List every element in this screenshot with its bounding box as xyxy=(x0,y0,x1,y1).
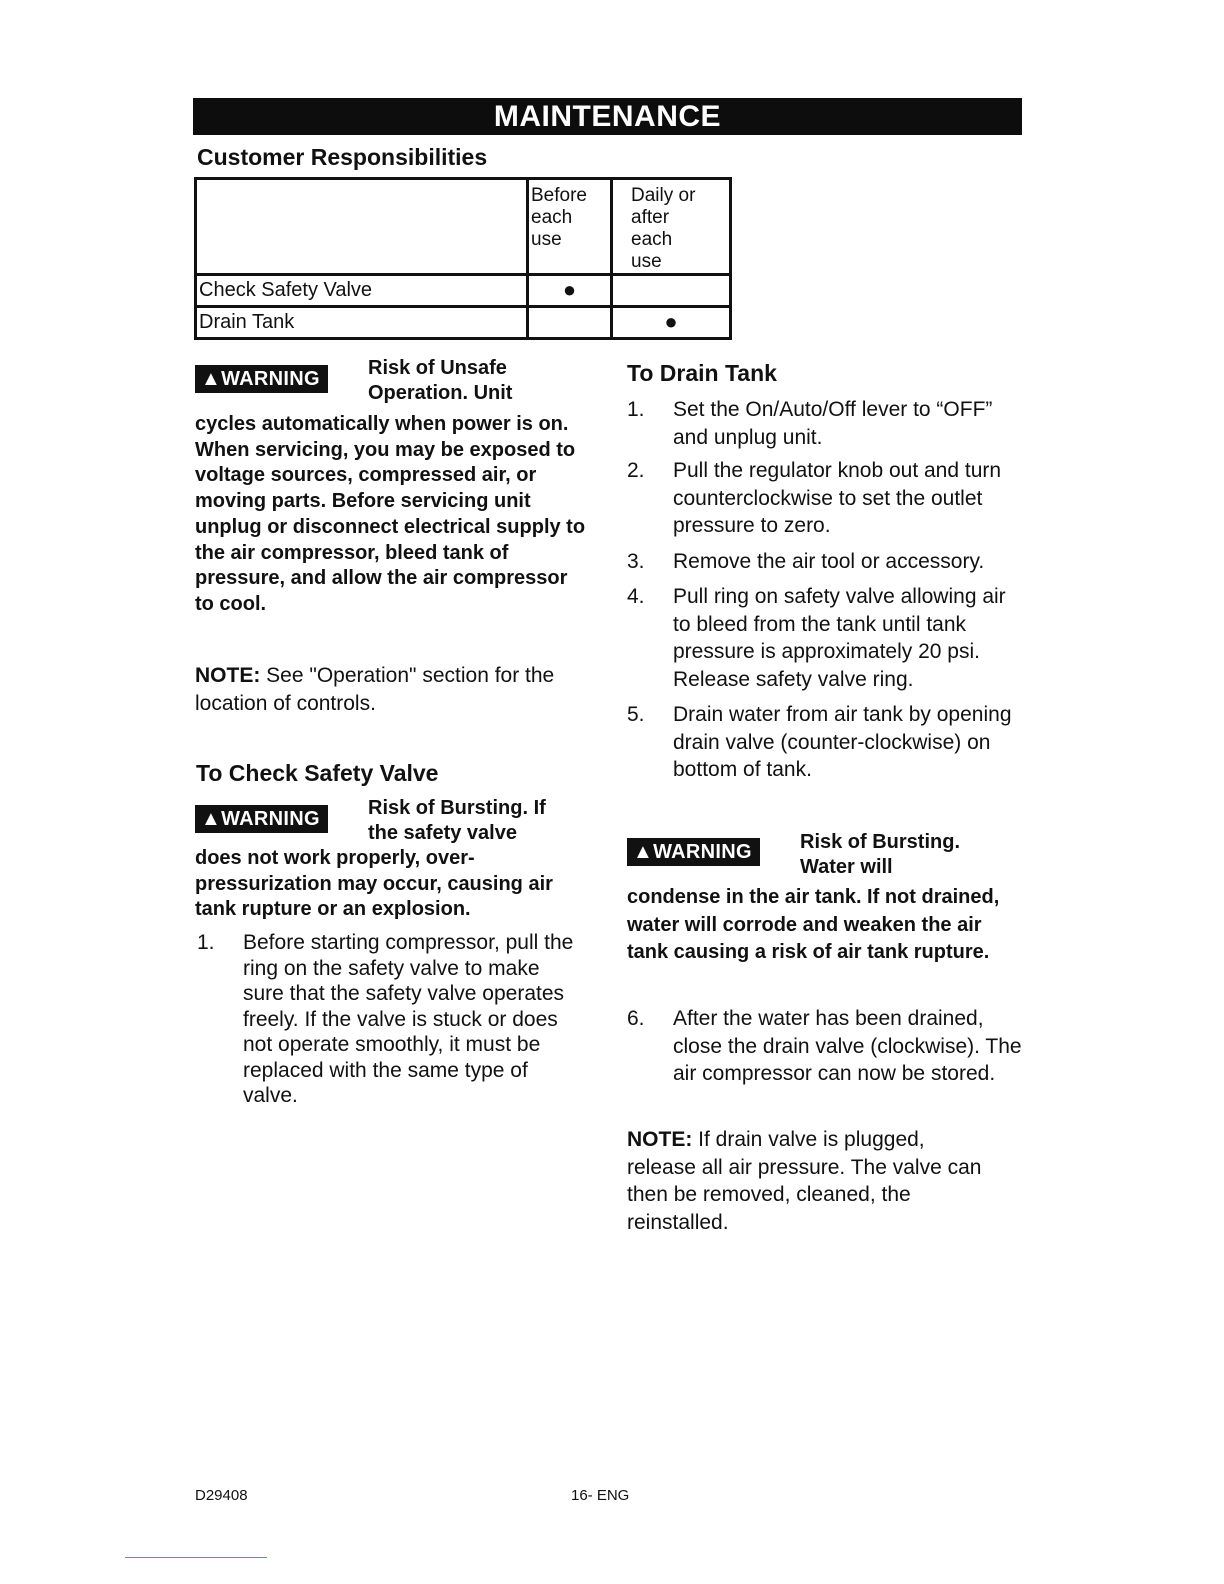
header-line: Before xyxy=(531,185,587,206)
warning-badge: ▲WARNING xyxy=(195,365,328,393)
step-text: Set the On/Auto/Off lever to “OFF” and unplug unit. xyxy=(673,398,993,449)
warning-title-line: Risk of Unsafe xyxy=(368,357,507,379)
header-line: each xyxy=(631,229,673,250)
warning-badge: ▲WARNING xyxy=(627,838,760,866)
warning-title-line: Risk of Bursting. xyxy=(800,831,961,853)
table-row xyxy=(196,307,731,339)
list-item xyxy=(197,930,582,1109)
table-header-row xyxy=(196,179,731,275)
warning-title-line: the safety valve xyxy=(368,822,517,844)
bullet-mark xyxy=(528,307,612,339)
warning-title-line: Risk of Bursting. If xyxy=(368,797,546,819)
empty-header-cell xyxy=(196,179,528,275)
warning-body: cycles automatically when power is on. When servicing, you may be exposed to voltage sources, compressed air, or moving parts. Before servicing unit unplug or disconnect electrical supply to the air compressor, bleed tank of pressure, and allow the air compressor to cool. xyxy=(195,413,586,615)
note-label: NOTE: xyxy=(195,664,261,687)
section-title-banner: MAINTENANCE xyxy=(193,98,1022,135)
warning-title xyxy=(368,796,546,846)
document-code: D29408 xyxy=(195,1487,248,1504)
warning-title-line: Operation. Unit xyxy=(368,382,513,404)
note-controls xyxy=(195,662,575,717)
row-label-check-safety-valve: Check Safety Valve xyxy=(196,275,528,307)
check-valve-steps xyxy=(197,930,582,1109)
drain-tank-steps xyxy=(627,396,1017,784)
bullet-mark: ● xyxy=(528,275,612,307)
bursting-warning-water xyxy=(627,828,1017,967)
link-underline xyxy=(125,1557,267,1558)
note-label: NOTE: xyxy=(627,1128,693,1151)
warning-title xyxy=(800,830,960,880)
step-number: 1. xyxy=(627,398,645,421)
warning-title xyxy=(368,356,512,406)
step-number: 4. xyxy=(627,585,645,608)
daily-after-use-header xyxy=(612,179,731,275)
customer-responsibilities-heading: Customer Responsibilities xyxy=(197,144,488,170)
warning-body: does not work properly, over-pressurization may occur, causing air tank rupture or an explosion. xyxy=(195,847,553,921)
drain-tank-steps-continued xyxy=(627,1005,1022,1088)
table-row xyxy=(196,275,731,307)
list-item xyxy=(627,583,1017,693)
header-line: use xyxy=(531,229,562,250)
step-text: Pull the regulator knob out and turn counterclockwise to set the outlet pressure to zero. xyxy=(673,459,1002,537)
header-line: use xyxy=(631,251,662,272)
warning-badge: ▲WARNING xyxy=(195,805,328,833)
step-text: Drain water from air tank by opening drain valve (counter-clockwise) on bottom of tank. xyxy=(673,703,1012,781)
step-text: After the water has been drained, close the drain valve (clockwise). The air compressor can now be stored. xyxy=(673,1007,1022,1085)
list-item xyxy=(627,701,1017,784)
note-text: If drain valve is plugged, release all air pressure. The valve can then be removed, cleaned, the reinstalled. xyxy=(627,1128,982,1234)
list-item xyxy=(627,396,1017,451)
warning-body: condense in the air tank. If not drained, water will corrode and weaken the air tank causing a risk of air tank rupture. xyxy=(627,886,1000,963)
step-text: Before starting compressor, pull the ring on the safety valve to make sure that the safety valve operates freely. If the valve is stuck or does not operate smoothly, it must be replaced with the same type of valve. xyxy=(243,931,574,1107)
header-line: after xyxy=(631,207,670,228)
drain-tank-heading: To Drain Tank xyxy=(627,360,777,386)
list-item xyxy=(627,548,1017,576)
step-number: 2. xyxy=(627,459,645,482)
bullet-mark xyxy=(612,275,731,307)
check-safety-valve-heading: To Check Safety Valve xyxy=(196,760,439,786)
bursting-warning-valve xyxy=(195,797,595,923)
step-number: 5. xyxy=(627,703,645,726)
note-text: See "Operation" section for the location of controls. xyxy=(195,664,555,715)
bullet-mark: ● xyxy=(612,307,731,339)
header-line: Daily or xyxy=(631,185,696,206)
note-drain-valve xyxy=(627,1126,997,1236)
list-item xyxy=(627,1005,1022,1088)
page-number: 16- ENG xyxy=(571,1487,630,1504)
responsibilities-table xyxy=(194,177,732,340)
list-item xyxy=(627,457,1017,540)
header-line: each xyxy=(531,207,573,228)
step-text: Pull ring on safety valve allowing air to bleed from the tank until tank pressure is approximately 20 psi. Release safety valve ring. xyxy=(673,585,1006,691)
row-label-drain-tank: Drain Tank xyxy=(196,307,528,339)
before-each-use-header xyxy=(528,179,612,275)
step-number: 6. xyxy=(627,1007,645,1030)
step-text: Remove the air tool or accessory. xyxy=(673,549,985,573)
step-number: 1. xyxy=(197,931,215,954)
unsafe-operation-warning xyxy=(195,357,595,618)
warning-title-line: Water will xyxy=(800,856,893,878)
step-number: 3. xyxy=(627,549,645,573)
